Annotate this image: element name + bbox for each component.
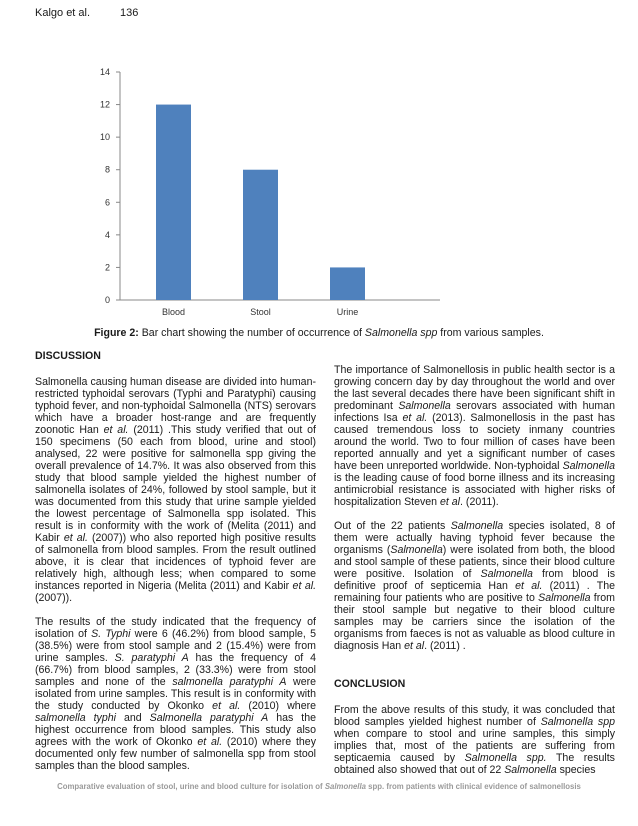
- text: when compare to stool and urine samples, this simply implies that, most of the patients are suffering from septicaemia caused by: [334, 728, 615, 764]
- italic-text: salmonella typhi: [35, 712, 116, 724]
- italic-text: Salmonella: [562, 460, 615, 472]
- italic-text: Salmonella: [504, 764, 557, 776]
- italic-text: Salmonella spp: [540, 716, 616, 728]
- text: is the leading cause of food borne illness and its increasing antimicrobial resistance is associated with higher risks of hospitalization Steven: [334, 472, 615, 508]
- text: (2013). Salmonellosis in the past has caused tremendous loss to society inmany countries around the world. Two to four million of cases have been reported annually and yet a significant number of cases have been unreported worldwide. Non-typhoidal: [334, 412, 615, 472]
- y-tick-label: 12: [99, 99, 110, 110]
- italic-text: Salmonella: [398, 400, 451, 412]
- italic-text: S. Typhi: [91, 628, 131, 640]
- italic-text: Salmonella spp.: [464, 752, 547, 764]
- caption-text-end: from various samples.: [437, 327, 544, 339]
- x-tick-label: Urine: [336, 307, 359, 317]
- left-column: [35, 350, 316, 784]
- bar-stool: [243, 170, 278, 300]
- figure-caption: [0, 327, 638, 339]
- text: were 6 (46.2%) from blood sample, 5 (38.5%) were from stool sample and 2 (15.4%) were from urine samples.: [35, 628, 316, 664]
- italic-text: et al.: [515, 580, 543, 592]
- text: (2010) where: [240, 700, 316, 712]
- paragraph: [334, 364, 615, 508]
- text: The results of the study indicated that the frequency of isolation of: [35, 616, 316, 640]
- text: (2011) .This study verified that out of 150 specimens (50 each from blood, urine and stool) analysed, 22 were positive for salmonella spp giving the overall prevalence of 14.7%. It was also observed from this study that blood sample yielded the highest number of salmonella isolates of 24%, followed by stool sample, but it was documented from this study that urine sample yielded the lowest percentage of Salmonella spp isolated. This result is in conformity with the work of (Melita (2011) and Kabir: [35, 424, 316, 544]
- right-column: [334, 364, 615, 788]
- paragraph: [334, 704, 615, 776]
- italic-text: et al.: [103, 424, 129, 436]
- italic-text: et al.: [402, 412, 428, 424]
- text: (2010) where they documented only few number of salmonella spp from stool samples than the blood samples.: [35, 736, 316, 772]
- text: from their stool sample but negative to their blood culture samples may be carriers since the isolation of the organisms from faeces is not as valuable as blood culture in diagnosis Han: [334, 592, 615, 652]
- italic-text: et al.: [212, 700, 241, 712]
- section-heading-discussion: DISCUSSION: [35, 350, 101, 362]
- header-authors: Kalgo et al.: [35, 7, 91, 19]
- caption-italic: Salmonella spp: [364, 327, 438, 339]
- y-tick-label: 14: [99, 67, 110, 77]
- italic-text: Salmonella: [480, 568, 533, 580]
- y-tick-label: 8: [104, 164, 110, 175]
- italic-text: Salmonella: [538, 592, 591, 604]
- italic-text: S. paratyphi A: [114, 652, 189, 664]
- text: ) were isolated from both, the blood and stool sample of these patients, since their blood culture were positive. Isolation of: [334, 544, 616, 580]
- italic-text: et al.: [63, 532, 88, 544]
- caption-text: Bar chart showing the number of occurrence of: [138, 327, 365, 339]
- page-number: 136: [120, 7, 139, 19]
- italic-text: Salmonella: [450, 520, 504, 532]
- italic-text: et al.: [197, 736, 223, 748]
- text: (2007)) who also reported high positive results of salmonella from blood samples. From the result outlined above, it is clear that incidences of typhoid fever are relatively high, although less; when compared to some instances reported in Nigeria (Melita (2011) and Kabir: [35, 532, 316, 592]
- italic-text: et al: [404, 640, 425, 652]
- text: . (2011) .: [424, 640, 466, 652]
- text: from blood is definitive proof of septicemia Han: [334, 568, 615, 592]
- italic-text: et al.: [292, 580, 317, 592]
- footer-text-end: spp. from patients with clinical evidence of salmonellosis: [365, 782, 581, 791]
- text: species: [556, 764, 596, 776]
- text: (2011) . The remaining four patients who are positive to: [334, 580, 615, 604]
- text: (2007)).: [35, 592, 73, 604]
- text: has the frequency of 4 (66.7%) from blood samples, 2 (33.3%) were from stool samples and none of the: [35, 652, 316, 688]
- text: serovars associated with human infections Isa: [334, 400, 615, 424]
- page-footer: [0, 782, 638, 791]
- x-tick-label: Blood: [161, 307, 186, 317]
- text: and: [116, 712, 150, 724]
- section-heading-conclusion: CONCLUSION: [334, 678, 406, 690]
- y-tick-label: 4: [104, 229, 110, 240]
- running-header: [35, 7, 138, 19]
- paragraph: [35, 376, 316, 604]
- italic-text: salmonella paratyphi A: [172, 676, 287, 688]
- y-tick-label: 2: [104, 262, 110, 273]
- y-tick-label: 6: [104, 197, 110, 208]
- text: species isolated, 8 of them were actually having typhoid fever because the organisms (: [334, 520, 615, 556]
- bar-urine: [330, 267, 365, 300]
- italic-text: Salmonella paratyphi A: [149, 712, 269, 724]
- bar-chart: [80, 60, 460, 320]
- italic-text: Salmonella: [390, 544, 443, 556]
- text: The importance of Salmonellosis in public health sector is a growing concern day by day throughout the world and over the last several decades there have been significant shift in predominant: [334, 364, 615, 412]
- caption-label: Figure 2:: [94, 327, 139, 339]
- x-tick-label: Stool: [250, 307, 271, 317]
- paragraph: [334, 520, 615, 652]
- italic-text: et al: [440, 496, 461, 508]
- paragraph: [35, 616, 316, 772]
- footer-italic: Salmonella: [324, 782, 366, 791]
- footer-text: Comparative evaluation of stool, urine and blood culture for isolation of: [57, 782, 325, 791]
- text: were isolated from urine samples. This result is in conformity with the study conducted by Okonko: [35, 676, 317, 712]
- y-tick-label: 10: [99, 132, 110, 143]
- text: has the highest occurrence from blood samples. This study also agrees with the work of Okonko: [35, 712, 316, 748]
- text: The results obtained also showed that out of 22: [334, 752, 615, 776]
- text: From the above results of this study, it was concluded that blood samples yielded highest number of: [334, 704, 615, 728]
- text: Salmonella causing human disease are divided into human-restricted typhoidal serovars (Typhi and Paratyphi) causing typhoid fever, and non-typhoidal Salmonella (NTS) serovars which have a broader host-range and are frequently zoonotic Han: [35, 376, 316, 436]
- text: . (2011).: [460, 496, 499, 508]
- y-tick-label: 0: [104, 295, 110, 305]
- text: Out of the 22 patients: [334, 520, 451, 532]
- bar-blood: [156, 105, 191, 300]
